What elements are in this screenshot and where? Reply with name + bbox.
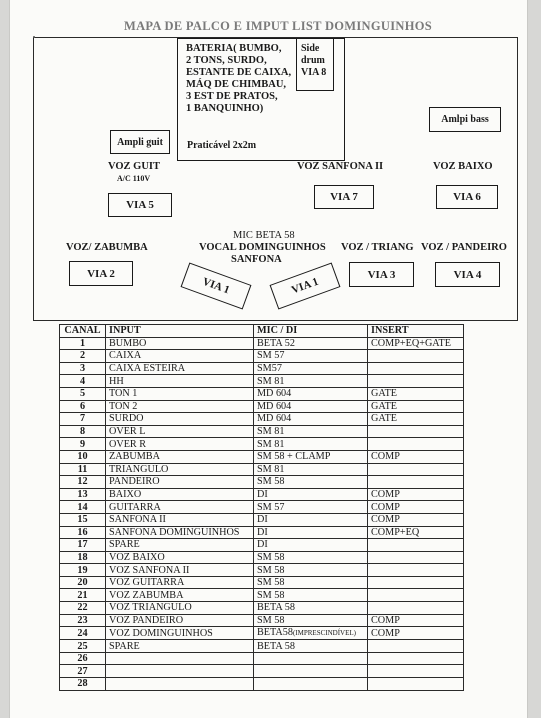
mic-di-cell: SM 58 bbox=[254, 589, 368, 602]
canal-cell: 13 bbox=[60, 488, 106, 501]
table-row bbox=[60, 501, 464, 514]
insert-cell bbox=[368, 564, 464, 577]
drum-line: ESTANTE DE CAIXA, bbox=[186, 67, 292, 78]
mic-di-cell: SM 57 bbox=[254, 350, 368, 363]
drum-line: MÁQ DE CHIMBAU, bbox=[186, 79, 287, 90]
monitor-via-4: VIA 4 bbox=[435, 262, 500, 287]
input-cell: VOZ ZABUMBA bbox=[106, 589, 254, 602]
insert-cell: COMP bbox=[368, 513, 464, 526]
canal-cell: 23 bbox=[60, 614, 106, 627]
table-row bbox=[60, 450, 464, 463]
table-row bbox=[60, 652, 464, 665]
imprescindivel-note: (IMPRESCINDÍVEL) bbox=[292, 629, 356, 638]
input-cell: BUMBO bbox=[106, 337, 254, 350]
mic-di-cell: SM 58 + CLAMP bbox=[254, 450, 368, 463]
insert-cell: GATE bbox=[368, 387, 464, 400]
insert-cell: COMP+EQ+GATE bbox=[368, 337, 464, 350]
side-drum-line: drum bbox=[301, 55, 325, 66]
insert-cell bbox=[368, 362, 464, 375]
header-insert: INSERT bbox=[368, 325, 464, 338]
mic-di-cell: BETA 58 bbox=[254, 602, 368, 615]
canal-cell: 27 bbox=[60, 665, 106, 678]
bass-amp-box: Amlpi bass bbox=[429, 107, 501, 132]
input-cell: SANFONA DOMINGUINHOS bbox=[106, 526, 254, 539]
voz-baixo-label: VOZ BAIXO bbox=[433, 161, 493, 172]
canal-cell: 22 bbox=[60, 602, 106, 615]
table-row bbox=[60, 387, 464, 400]
input-cell: HH bbox=[106, 375, 254, 388]
insert-cell bbox=[368, 576, 464, 589]
table-row bbox=[60, 350, 464, 363]
table-row bbox=[60, 438, 464, 451]
input-cell: TRIANGULO bbox=[106, 463, 254, 476]
drum-line: BATERIA( BUMBO, bbox=[186, 43, 282, 54]
canal-cell: 5 bbox=[60, 387, 106, 400]
canal-cell: 9 bbox=[60, 438, 106, 451]
canal-cell: 7 bbox=[60, 413, 106, 426]
insert-cell: GATE bbox=[368, 400, 464, 413]
input-cell: SURDO bbox=[106, 413, 254, 426]
insert-cell bbox=[368, 375, 464, 388]
table-row bbox=[60, 602, 464, 615]
side-drum-line: Side bbox=[301, 43, 320, 54]
table-row bbox=[60, 551, 464, 564]
mic-di-cell: SM57 bbox=[254, 362, 368, 375]
canal-cell: 25 bbox=[60, 640, 106, 653]
table-row bbox=[60, 614, 464, 627]
side-drum-line: VIA 8 bbox=[301, 67, 327, 78]
riser-label: Praticável 2x2m bbox=[187, 140, 257, 151]
canal-cell: 8 bbox=[60, 425, 106, 438]
mic-beta-label: MIC BETA 58 bbox=[233, 230, 295, 241]
canal-cell: 16 bbox=[60, 526, 106, 539]
input-cell: ZABUMBA bbox=[106, 450, 254, 463]
input-cell: GUITARRA bbox=[106, 501, 254, 514]
voz-guit-label: VOZ GUIT bbox=[108, 161, 161, 172]
input-cell: BAIXO bbox=[106, 488, 254, 501]
table-row bbox=[60, 526, 464, 539]
insert-cell bbox=[368, 463, 464, 476]
insert-cell bbox=[368, 602, 464, 615]
insert-cell: COMP bbox=[368, 488, 464, 501]
side-drum-box bbox=[296, 38, 334, 91]
canal-cell: 1 bbox=[60, 337, 106, 350]
insert-cell bbox=[368, 665, 464, 678]
voz-triang-label: VOZ / TRIANG bbox=[341, 242, 414, 253]
mic-di-cell: DI bbox=[254, 513, 368, 526]
vocal-main-label: VOCAL DOMINGUINHOS bbox=[199, 242, 326, 253]
table-row bbox=[60, 576, 464, 589]
canal-cell: 3 bbox=[60, 362, 106, 375]
insert-cell bbox=[368, 438, 464, 451]
mic-di-cell: SM 58 bbox=[254, 564, 368, 577]
monitor-via-2: VIA 2 bbox=[69, 261, 133, 286]
mic-di-cell: DI bbox=[254, 488, 368, 501]
input-cell: VOZ TRIANGULO bbox=[106, 602, 254, 615]
canal-cell: 2 bbox=[60, 350, 106, 363]
canal-cell: 14 bbox=[60, 501, 106, 514]
monitor-via-7: VIA 7 bbox=[314, 185, 374, 209]
scan-speck bbox=[33, 36, 35, 38]
canal-cell: 12 bbox=[60, 476, 106, 489]
canal-cell: 6 bbox=[60, 400, 106, 413]
canal-cell: 26 bbox=[60, 652, 106, 665]
mic-di-cell: DI bbox=[254, 539, 368, 552]
canal-cell: 17 bbox=[60, 539, 106, 552]
table-row bbox=[60, 413, 464, 426]
input-cell: CAIXA ESTEIRA bbox=[106, 362, 254, 375]
mic-di-cell bbox=[254, 665, 368, 678]
table-row bbox=[60, 589, 464, 602]
input-cell: VOZ DOMINGUINHOS bbox=[106, 627, 254, 640]
table-row bbox=[60, 640, 464, 653]
mic-di-cell: MD 604 bbox=[254, 387, 368, 400]
mic-di-cell: SM 57 bbox=[254, 501, 368, 514]
drum-line: 3 EST DE PRATOS, bbox=[186, 91, 278, 102]
mic-di-cell: BETA58(IMPRESCINDÍVEL) bbox=[254, 627, 368, 640]
input-cell: VOZ BAIXO bbox=[106, 551, 254, 564]
input-cell: SPARE bbox=[106, 539, 254, 552]
mic-di-cell: SM 81 bbox=[254, 463, 368, 476]
table-row bbox=[60, 425, 464, 438]
input-cell bbox=[106, 652, 254, 665]
insert-cell bbox=[368, 350, 464, 363]
input-cell: VOZ GUITARRA bbox=[106, 576, 254, 589]
table-row bbox=[60, 375, 464, 388]
monitor-via-6: VIA 6 bbox=[436, 185, 498, 209]
table-row bbox=[60, 564, 464, 577]
mic-di-cell: BETA 52 bbox=[254, 337, 368, 350]
input-cell: SANFONA II bbox=[106, 513, 254, 526]
mic-di-cell bbox=[254, 652, 368, 665]
table-row bbox=[60, 362, 464, 375]
input-cell bbox=[106, 678, 254, 691]
mic-di-cell: SM 58 bbox=[254, 576, 368, 589]
drum-kit-riser bbox=[177, 38, 345, 161]
mic-di-cell: SM 81 bbox=[254, 375, 368, 388]
insert-cell bbox=[368, 539, 464, 552]
insert-cell bbox=[368, 678, 464, 691]
canal-cell: 15 bbox=[60, 513, 106, 526]
mic-di-cell: SM 58 bbox=[254, 551, 368, 564]
header-canal: CANAL bbox=[60, 325, 106, 338]
input-cell: TON 2 bbox=[106, 400, 254, 413]
table-row bbox=[60, 678, 464, 691]
voz-pandeiro-label: VOZ / PANDEIRO bbox=[421, 242, 507, 253]
drum-line: 2 TONS, SURDO, bbox=[186, 55, 267, 66]
insert-cell bbox=[368, 652, 464, 665]
voz-sanfona-label: VOZ SANFONA II bbox=[297, 161, 384, 172]
canal-cell: 19 bbox=[60, 564, 106, 577]
table-row bbox=[60, 476, 464, 489]
input-cell: OVER L bbox=[106, 425, 254, 438]
voz-guit-power-note: A/C 110V bbox=[117, 174, 151, 183]
insert-cell bbox=[368, 476, 464, 489]
canal-cell: 18 bbox=[60, 551, 106, 564]
input-list-table bbox=[59, 324, 464, 691]
insert-cell bbox=[368, 640, 464, 653]
input-cell: PANDEIRO bbox=[106, 476, 254, 489]
table-header-row bbox=[60, 325, 464, 338]
insert-cell: GATE bbox=[368, 413, 464, 426]
monitor-via-1-left: VIA 1 bbox=[181, 262, 252, 309]
input-cell: OVER R bbox=[106, 438, 254, 451]
mic-di-cell: SM 81 bbox=[254, 438, 368, 451]
insert-cell: COMP bbox=[368, 501, 464, 514]
mic-di-cell bbox=[254, 678, 368, 691]
mic-di-cell: MD 604 bbox=[254, 413, 368, 426]
table-row bbox=[60, 539, 464, 552]
insert-cell: COMP bbox=[368, 450, 464, 463]
mic-di-cell: MD 604 bbox=[254, 400, 368, 413]
monitor-via-1-right: VIA 1 bbox=[270, 262, 341, 309]
mic-di-cell: BETA 58 bbox=[254, 640, 368, 653]
input-cell bbox=[106, 665, 254, 678]
monitor-via-3: VIA 3 bbox=[349, 262, 414, 287]
input-cell: CAIXA bbox=[106, 350, 254, 363]
table-row bbox=[60, 627, 464, 640]
mic-di-cell: DI bbox=[254, 526, 368, 539]
mic-di-cell: SM 81 bbox=[254, 425, 368, 438]
insert-cell: COMP bbox=[368, 627, 464, 640]
insert-cell bbox=[368, 551, 464, 564]
monitor-via-5: VIA 5 bbox=[108, 193, 172, 217]
drum-kit-description bbox=[186, 43, 304, 115]
canal-cell: 20 bbox=[60, 576, 106, 589]
header-input: INPUT bbox=[106, 325, 254, 338]
guitar-amp-box: Ampli guit bbox=[110, 130, 170, 154]
table-row bbox=[60, 400, 464, 413]
canal-cell: 28 bbox=[60, 678, 106, 691]
insert-cell: COMP bbox=[368, 614, 464, 627]
table-row bbox=[60, 488, 464, 501]
vocal-main-sub-label: SANFONA bbox=[231, 254, 282, 265]
canal-cell: 24 bbox=[60, 627, 106, 640]
voz-zabumba-label: VOZ/ ZABUMBA bbox=[66, 242, 148, 253]
drum-line: 1 BANQUINHO) bbox=[186, 103, 264, 114]
header-mic-di: MIC / DI bbox=[254, 325, 368, 338]
document-title: MAPA DE PALCO E IMPUT LIST DOMINGUINHOS bbox=[124, 19, 433, 33]
table-row bbox=[60, 513, 464, 526]
insert-cell bbox=[368, 425, 464, 438]
insert-cell: COMP+EQ bbox=[368, 526, 464, 539]
table-row bbox=[60, 665, 464, 678]
mic-di-cell: SM 58 bbox=[254, 614, 368, 627]
insert-cell bbox=[368, 589, 464, 602]
canal-cell: 11 bbox=[60, 463, 106, 476]
canal-cell: 10 bbox=[60, 450, 106, 463]
canal-cell: 4 bbox=[60, 375, 106, 388]
input-cell: TON 1 bbox=[106, 387, 254, 400]
canal-cell: 21 bbox=[60, 589, 106, 602]
input-cell: VOZ SANFONA II bbox=[106, 564, 254, 577]
input-cell: SPARE bbox=[106, 640, 254, 653]
input-cell: VOZ PANDEIRO bbox=[106, 614, 254, 627]
mic-di-cell: SM 58 bbox=[254, 476, 368, 489]
table-row bbox=[60, 337, 464, 350]
table-row bbox=[60, 463, 464, 476]
